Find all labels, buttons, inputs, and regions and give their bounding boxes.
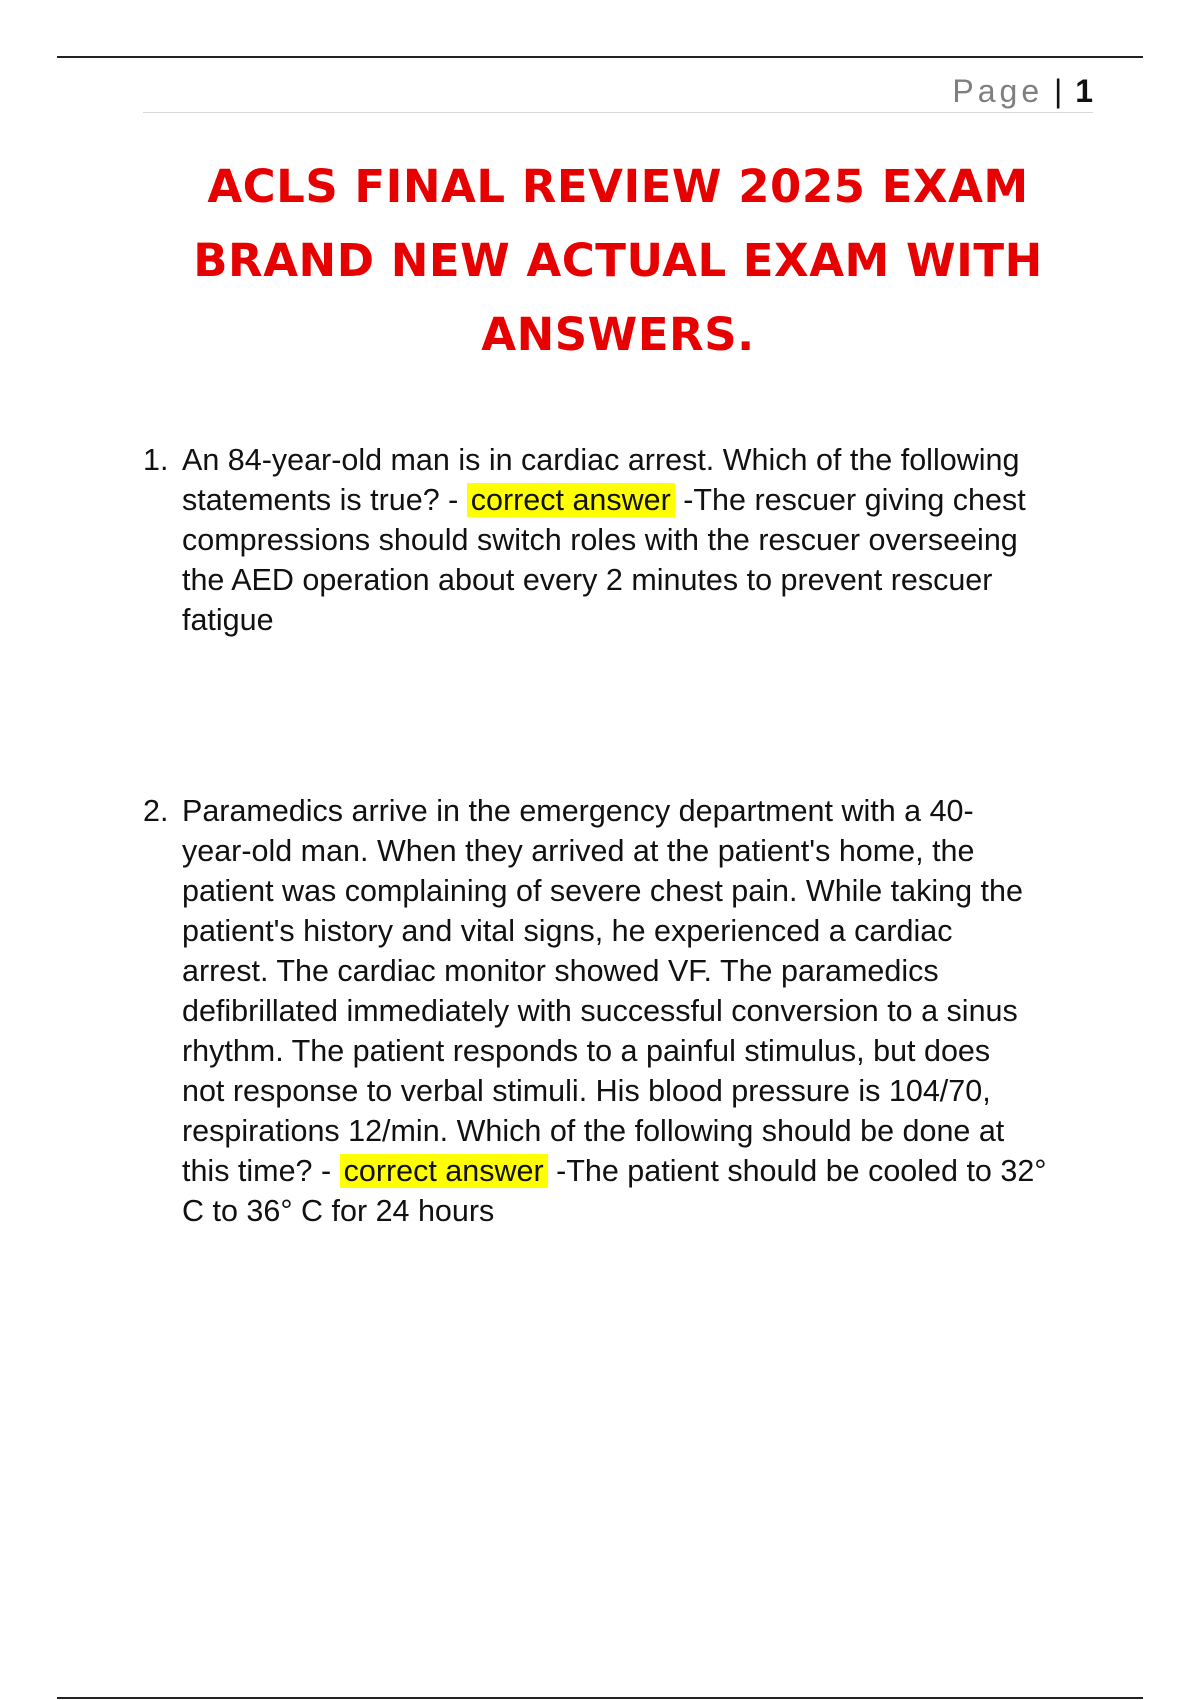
question-line: arrest. The cardiac monitor showed VF. The paramedics: [182, 954, 939, 988]
question-line: patient was complaining of severe chest pain. While taking the: [182, 874, 1023, 908]
question-line: Paramedics arrive in the emergency department with a 40-: [182, 794, 974, 828]
question-number: 1.: [143, 443, 169, 477]
correct-answer-highlight: correct answer: [340, 1154, 548, 1188]
page-separator: |: [1054, 73, 1063, 109]
question-list: [143, 440, 1095, 1231]
title-line: BRAND NEW ACTUAL EXAM WITH: [193, 234, 1043, 287]
top-rule: [57, 56, 1143, 58]
page-header: [143, 70, 1093, 113]
title-line: ANSWERS.: [481, 308, 755, 361]
page-number: 1: [1075, 73, 1093, 109]
question-item: [143, 440, 1095, 640]
answer-text: -The rescuer giving chest: [674, 483, 1026, 517]
question-line: defibrillated immediately with successful conversion to a sinus: [182, 994, 1018, 1028]
answer-line: the AED operation about every 2 minutes to prevent rescuer: [182, 563, 993, 597]
question-line: not response to verbal stimuli. His blood pressure is 104/70,: [182, 1074, 991, 1108]
question-line: respirations 12/min. Which of the following should be done at: [182, 1114, 1005, 1148]
question-line: [182, 480, 1095, 520]
answer-line: C to 36° C for 24 hours: [182, 1194, 495, 1228]
question-item: [143, 791, 1095, 1231]
question-line: year-old man. When they arrived at the patient's home, the: [182, 834, 975, 868]
answer-line: fatigue: [182, 603, 274, 637]
answer-line: compressions should switch roles with the rescuer overseeing: [182, 523, 1018, 557]
question-line: An 84-year-old man is in cardiac arrest. Which of the following: [182, 443, 1020, 477]
correct-answer-highlight: correct answer: [467, 483, 675, 517]
question-line: rhythm. The patient responds to a painful stimulus, but does: [182, 1034, 991, 1068]
answer-text: -The patient should be cooled to 32°: [547, 1154, 1047, 1188]
title-line: ACLS FINAL REVIEW 2025 EXAM: [207, 160, 1029, 213]
question-text: statements is true? -: [182, 483, 467, 517]
document-title: [143, 150, 1093, 372]
question-line: patient's history and vital signs, he experienced a cardiac: [182, 914, 953, 948]
bottom-rule: [57, 1697, 1143, 1699]
question-text: this time? -: [182, 1154, 340, 1188]
page-label: Page: [952, 73, 1044, 109]
question-number: 2.: [143, 794, 169, 828]
question-line: [182, 1151, 1095, 1191]
